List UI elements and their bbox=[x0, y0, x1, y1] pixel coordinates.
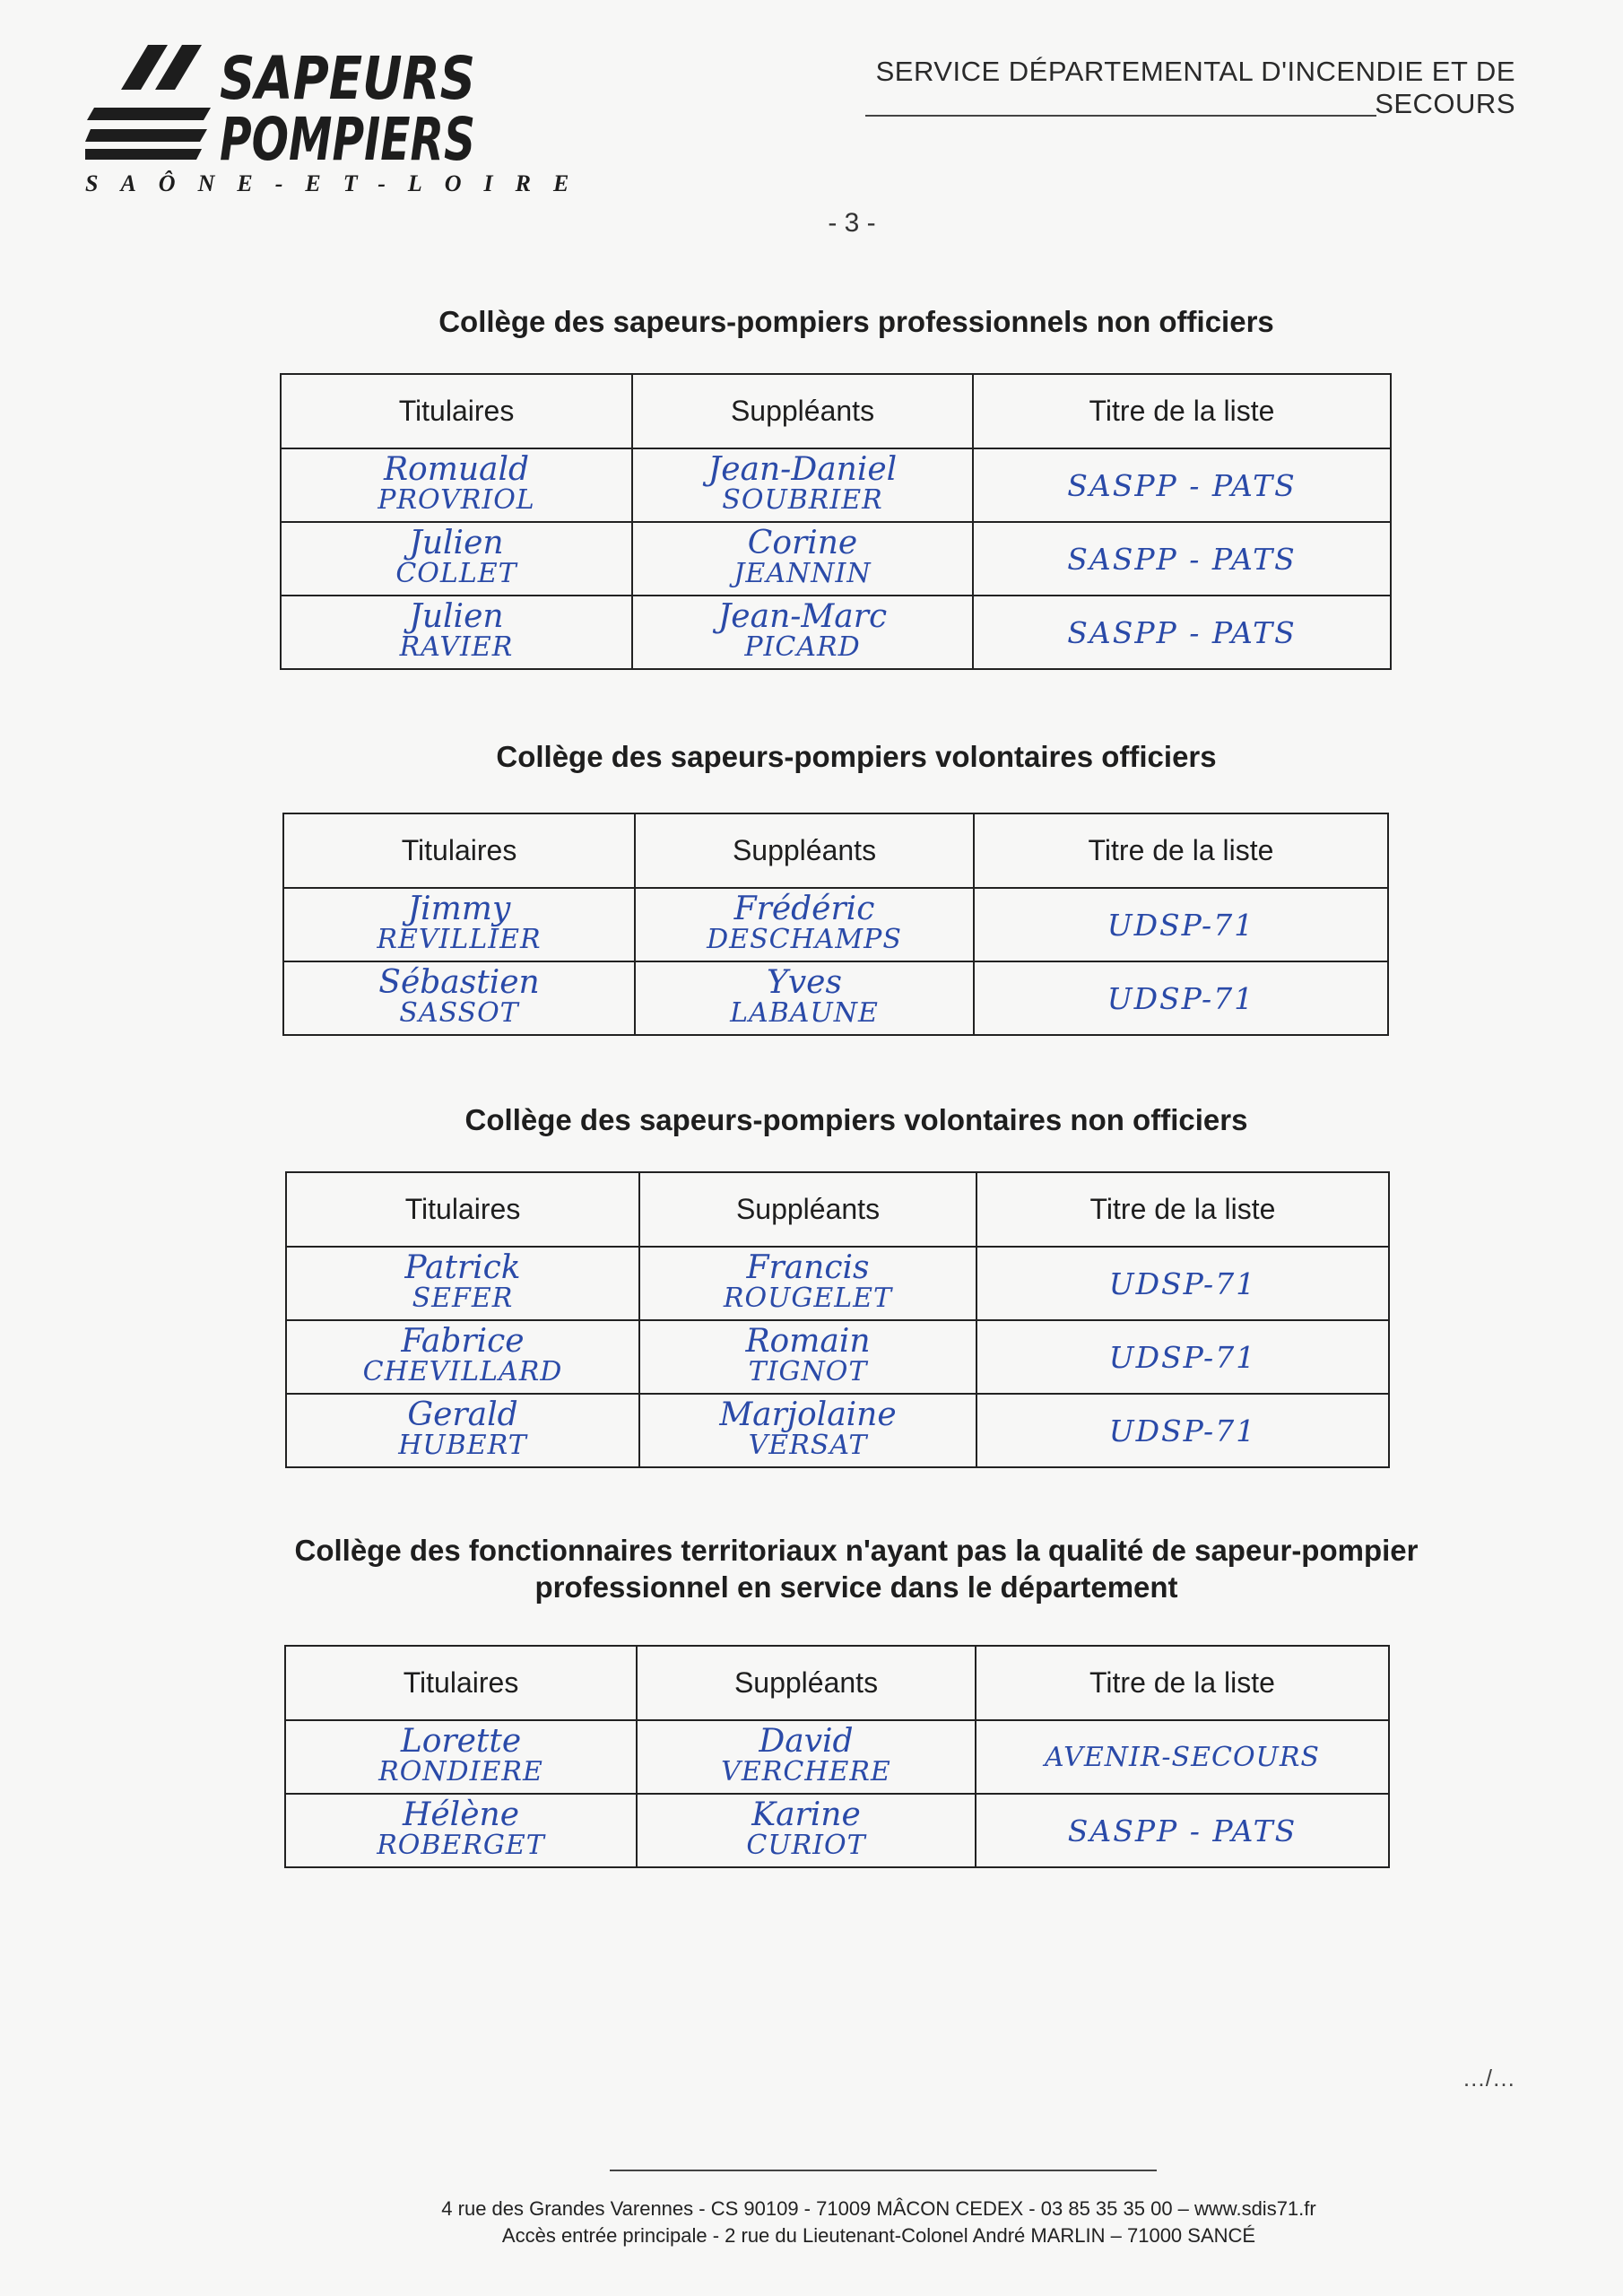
footer-access: Accès entrée principale - 2 rue du Lieutenant-Colonel André MARLIN – 71000 SANCÉ bbox=[501, 2224, 1256, 2247]
first-name: Romuald bbox=[383, 451, 530, 488]
last-name: VERCHERE bbox=[721, 1756, 891, 1787]
table-header-row bbox=[283, 813, 1388, 888]
logo-mark-icon bbox=[85, 36, 480, 174]
cell-titulaire bbox=[281, 522, 632, 596]
list-title: AVENIR-SECOURS bbox=[1045, 1741, 1320, 1773]
cell-titre bbox=[976, 1794, 1389, 1867]
header-titulaires: Titulaires bbox=[285, 1646, 637, 1720]
cell-titre bbox=[976, 1320, 1389, 1394]
section-title-spv-non-officiers: Collège des sapeurs-pompiers volontaires non officiers bbox=[464, 1103, 1248, 1136]
first-name: Lorette bbox=[400, 1723, 522, 1760]
first-name: Marjolaine bbox=[719, 1396, 897, 1433]
cell-suppleant bbox=[639, 1247, 976, 1320]
cell-titulaire bbox=[283, 888, 635, 961]
header-titre-liste: Titre de la liste bbox=[973, 374, 1391, 448]
logo-line1: SAPEURS bbox=[220, 44, 475, 113]
table-header-row bbox=[286, 1172, 1389, 1247]
last-name: TIGNOT bbox=[748, 1356, 868, 1387]
cell-titulaire bbox=[281, 448, 632, 522]
page-number: - 3 - bbox=[828, 208, 876, 238]
first-name: Jean-Daniel bbox=[707, 451, 898, 488]
header-suppleants: Suppléants bbox=[632, 374, 973, 448]
cell-titulaire bbox=[285, 1794, 637, 1867]
first-name: Sébastien bbox=[378, 964, 540, 1001]
table-row bbox=[281, 596, 1391, 669]
cell-suppleant bbox=[639, 1320, 976, 1394]
table-row bbox=[281, 522, 1391, 596]
service-title: SERVICE DÉPARTEMENTAL D'INCENDIE ET DE SECOURS bbox=[875, 56, 1515, 119]
table-spv-non-officiers bbox=[285, 1171, 1390, 1468]
cell-suppleant bbox=[635, 888, 974, 961]
first-name: David bbox=[759, 1723, 854, 1760]
cell-suppleant bbox=[632, 448, 973, 522]
list-title: UDSP-71 bbox=[1107, 980, 1255, 1016]
section-title-spv-officiers: Collège des sapeurs-pompiers volontaires officiers bbox=[496, 740, 1217, 773]
cell-titulaire bbox=[286, 1320, 639, 1394]
cell-titulaire bbox=[281, 596, 632, 669]
first-name: Gerald bbox=[407, 1396, 518, 1433]
first-name: Patrick bbox=[404, 1249, 521, 1286]
last-name: SEFER bbox=[412, 1283, 514, 1314]
cell-suppleant bbox=[639, 1394, 976, 1467]
table-header-row bbox=[281, 374, 1391, 448]
cell-titre bbox=[976, 1247, 1389, 1320]
table-row bbox=[285, 1794, 1389, 1867]
last-name: HUBERT bbox=[398, 1430, 527, 1461]
header-suppleants: Suppléants bbox=[635, 813, 974, 888]
table-row bbox=[286, 1394, 1389, 1467]
cell-titre bbox=[973, 448, 1391, 522]
first-name: Frédéric bbox=[733, 891, 875, 927]
header-titre-liste: Titre de la liste bbox=[976, 1646, 1389, 1720]
list-title: UDSP-71 bbox=[1108, 1339, 1257, 1375]
first-name: Yves bbox=[767, 964, 842, 1001]
last-name: VERSAT bbox=[748, 1430, 868, 1461]
header-suppleants: Suppléants bbox=[637, 1646, 976, 1720]
last-name: DESCHAMPS bbox=[707, 924, 902, 955]
last-name: CHEVILLARD bbox=[362, 1356, 563, 1387]
cell-titre bbox=[974, 888, 1388, 961]
cell-titre bbox=[973, 596, 1391, 669]
table-fonctionnaires bbox=[284, 1645, 1390, 1868]
header-suppleants: Suppléants bbox=[639, 1172, 976, 1247]
cell-suppleant bbox=[632, 522, 973, 596]
last-name: ROBERGET bbox=[377, 1830, 545, 1861]
cell-titre bbox=[976, 1394, 1389, 1467]
cell-titulaire bbox=[286, 1394, 639, 1467]
table-row bbox=[286, 1247, 1389, 1320]
first-name: Corine bbox=[747, 525, 858, 561]
list-title: SASPP - PATS bbox=[1067, 614, 1297, 650]
cell-titre bbox=[976, 1720, 1389, 1794]
header-divider bbox=[865, 115, 1376, 117]
cell-titulaire bbox=[283, 961, 635, 1035]
first-name: Hélène bbox=[402, 1796, 519, 1833]
first-name: Karine bbox=[751, 1796, 861, 1833]
header-titre-liste: Titre de la liste bbox=[976, 1172, 1389, 1247]
last-name: COLLET bbox=[395, 558, 517, 589]
footer-address: 4 rue des Grandes Varennes - CS 90109 - 71009 MÂCON CEDEX - 03 85 35 35 00 – www.sdis71.fr bbox=[441, 2197, 1316, 2220]
list-title: UDSP-71 bbox=[1108, 1413, 1257, 1448]
header-titulaires: Titulaires bbox=[283, 813, 635, 888]
list-title: SASPP - PATS bbox=[1067, 1813, 1298, 1848]
header-titre-liste: Titre de la liste bbox=[974, 813, 1388, 888]
table-spv-officiers bbox=[282, 813, 1389, 1036]
list-title: SASPP - PATS bbox=[1067, 541, 1297, 577]
first-name: Julien bbox=[409, 598, 504, 635]
last-name: PROVRIOL bbox=[378, 484, 535, 516]
last-name: RONDIERE bbox=[378, 1756, 543, 1787]
last-name: PICARD bbox=[744, 631, 861, 663]
table-row bbox=[283, 888, 1388, 961]
last-name: RAVIER bbox=[399, 631, 514, 663]
first-name: Jimmy bbox=[407, 891, 511, 927]
footer-divider bbox=[610, 2170, 1157, 2171]
last-name: JEANNIN bbox=[733, 558, 872, 589]
first-name: Julien bbox=[409, 525, 504, 561]
first-name: Jean-Marc bbox=[717, 598, 888, 635]
table-spp-non-officiers bbox=[280, 373, 1392, 670]
last-name: LABAUNE bbox=[730, 997, 879, 1029]
last-name: CURIOT bbox=[746, 1830, 866, 1861]
cell-titre bbox=[974, 961, 1388, 1035]
section-title-spp-non-officiers: Collège des sapeurs-pompiers professionnels non officiers bbox=[438, 305, 1274, 338]
section-title-fonctionnaires: Collège des fonctionnaires territoriaux n'ayant pas la qualité de sapeur-pompier professionnel en service dans le département bbox=[294, 1534, 1419, 1604]
continuation-mark: …/… bbox=[1462, 2065, 1515, 2092]
header-titulaires: Titulaires bbox=[281, 374, 632, 448]
last-name: REVILLIER bbox=[377, 924, 542, 955]
cell-suppleant bbox=[632, 596, 973, 669]
table-row bbox=[285, 1720, 1389, 1794]
cell-suppleant bbox=[637, 1720, 976, 1794]
cell-titulaire bbox=[286, 1247, 639, 1320]
cell-titulaire bbox=[285, 1720, 637, 1794]
cell-titre bbox=[973, 522, 1391, 596]
table-header-row bbox=[285, 1646, 1389, 1720]
cell-suppleant bbox=[637, 1794, 976, 1867]
logo-subtitle: SAÔNE-ET-LOIRE bbox=[85, 170, 592, 196]
first-name: Francis bbox=[746, 1249, 870, 1286]
list-title: UDSP-71 bbox=[1108, 1265, 1257, 1301]
sdis-logo bbox=[85, 36, 592, 206]
first-name: Romain bbox=[745, 1323, 871, 1360]
table-row bbox=[281, 448, 1391, 522]
cell-suppleant bbox=[635, 961, 974, 1035]
logo-line2: POMPIERS bbox=[220, 105, 475, 174]
list-title: UDSP-71 bbox=[1107, 907, 1255, 943]
table-row bbox=[283, 961, 1388, 1035]
last-name: SOUBRIER bbox=[722, 484, 883, 516]
table-row bbox=[286, 1320, 1389, 1394]
header-titulaires: Titulaires bbox=[286, 1172, 639, 1247]
last-name: ROUGELET bbox=[723, 1283, 893, 1314]
list-title: SASPP - PATS bbox=[1067, 467, 1297, 503]
first-name: Fabrice bbox=[401, 1323, 525, 1360]
last-name: SASSOT bbox=[399, 997, 519, 1029]
